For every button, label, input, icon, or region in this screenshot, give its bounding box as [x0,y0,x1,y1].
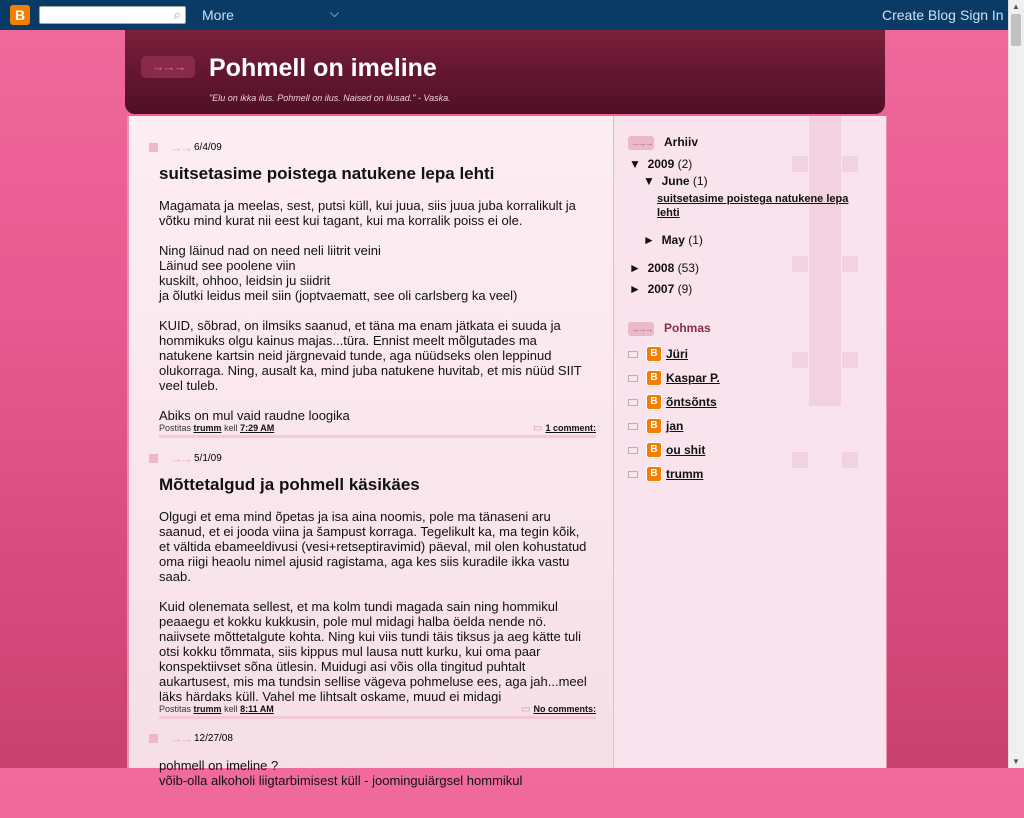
bullet-icon [628,351,638,358]
post-paragraph: KUID, sõbrad, on ilmsiks saanud, et täna ma enam jätkata ei suuda ja hommikuks olgu kainus majas...türa. Ennist meelt mõlgutades ma natukene kartsin neid järgnevaid tunde, aga nüüdseks olen leppinud olukorraga. Ning, ausalt ka, mind juba natukene huvitab, et mis nüüd SIIT veel tuleb. [159,318,582,393]
bloglist-heading: →→→ Pohmas [628,321,711,336]
archive-heading: →→→ Arhiiv [628,135,698,150]
scrollbar-thumb[interactable] [1011,14,1021,46]
comments-link[interactable]: 1 comment: [545,423,596,433]
scroll-up-icon[interactable]: ▲ [1012,2,1020,11]
date-arrow-icon: →→ [170,140,190,155]
sidebar-decoration [842,452,858,468]
archive-year-2007[interactable]: ► 2007 (9) [629,282,693,296]
bullet-icon [628,447,638,454]
bullet-icon [628,423,638,430]
at-label: kell [224,423,238,433]
post-footer [159,704,596,719]
date-text: 5/1/09 [194,453,222,465]
bullet-icon [628,399,638,406]
date-text: 6/4/09 [194,142,222,154]
post-author-link[interactable]: trumm [193,704,222,714]
at-label: kell [224,704,238,714]
blog-description: "Elu on ikka ilus. Pohmell on ilus. Naised on ilusad." - Vaska. [209,93,451,103]
bloglist-item[interactable]: B trumm [628,466,703,482]
post-author-link[interactable]: trumm [193,423,222,433]
date-arrow-icon: →→ [170,451,190,466]
posted-by-label: Postitas [159,423,192,433]
post-paragraph: Abiks on mul vaid raudne loogika [159,408,350,423]
archive-month-may[interactable]: ► May (1) [643,233,703,247]
post-body [159,743,591,818]
sidebar-decoration [792,256,808,272]
post-paragraph: Magamata ja meelas, sest, putsi küll, kui juua, siis juua juba korralikult ja võtku mind kurat nii eest kui tagant, kui ma korralik poiss ei ole. [159,198,576,228]
blogger-icon: B [646,370,662,386]
bloglist-item[interactable]: B Kaspar P. [628,370,720,386]
sidebar-decoration [792,352,808,368]
toggle-collapsed-icon[interactable]: ► [629,261,641,275]
sign-in-link[interactable]: Sign In [960,7,1004,23]
bloglist-item[interactable]: B õntsõnts [628,394,717,410]
scroll-down-icon[interactable]: ▼ [1012,757,1020,766]
create-blog-link[interactable]: Create Blog [882,7,956,23]
post-paragraph: Kuid olenemata sellest, et ma kolm tundi magada sain ning hommikul peaaegu et kokku kukkusin, pole mul midagi halba öelda nende nö. naiivsete mõttetalgute kohta. Ning kui viis tundi täis tiksus ja aeg kätte tuli otsi kokku tõmmata, siis kippus mul lausa nutt kurku, kui oma paar konspektiivset sõna ütlesin. Muidugi asi võis olla tingitud puhtalt aukartusest, mis ma tundsin sellise vägeva pohmeluse ees, aga jah...meel läks härdaks küll. Vahel me lihtsalt oskame, muud ei midagi [159,599,587,704]
sidebar-decoration [842,352,858,368]
archive-post-link[interactable]: suitsetasime poistega natukene lepa lehti [657,193,849,219]
post-body [159,198,591,438]
blogger-logo-icon[interactable]: B [10,5,30,25]
post-date [149,451,222,466]
post-date [149,140,222,155]
sidebar [613,116,886,768]
post-time-link[interactable]: 7:29 AM [240,423,275,433]
blogger-icon: B [646,346,662,362]
toggle-expanded-icon[interactable]: ▼ [629,157,641,171]
comments-link[interactable]: No comments: [533,704,596,714]
bullet-icon [628,375,638,382]
post-footer [159,423,596,438]
more-menu[interactable]: More [202,7,234,23]
toggle-expanded-icon[interactable]: ▼ [643,174,655,188]
blogger-icon: B [646,418,662,434]
post-title[interactable]: Mõttetalgud ja pohmell käsikäes [159,475,420,494]
blogger-icon: B [646,442,662,458]
archive-month-june[interactable]: ▼ June (1) [643,174,708,188]
comment-icon: ▭ [521,704,531,715]
date-bullet-icon [149,143,158,152]
main-column [129,116,613,788]
content-wrapper [127,116,887,788]
date-bullet-icon [149,734,158,743]
search-input[interactable] [39,6,186,24]
sidebar-decoration [792,452,808,468]
sidebar-decoration [842,256,858,272]
vertical-scrollbar[interactable] [1008,0,1024,768]
post-body [159,509,591,719]
blogger-navbar [0,0,1009,30]
bullet-icon [628,471,638,478]
posted-by-label: Postitas [159,704,192,714]
blog-header [125,30,885,114]
sidebar-decoration [792,156,808,172]
post-time-link[interactable]: 8:11 AM [240,704,274,714]
post-paragraph: pohmell on imeline ? võib-olla alkoholi liigtarbimisest küll - joominguiärgsel hommikul [159,758,523,788]
toggle-collapsed-icon[interactable]: ► [629,282,641,296]
date-arrow-icon: →→ [170,731,190,746]
search-icon[interactable]: ⌕ [173,7,181,22]
post-paragraph: Olgugi et ema mind õpetas ja isa aina noomis, pole ma tänaseni aru saanud, et ei jooda viina ja šampust korraga. Tegelikult ka, ma tegin kõik, et vältida ebameeldivusi (vesi+retseptiravimid) päeval, mil olen kohustatud oma riigi heaolu nimel ajusid ragistama, aga kes siis kuradile ikka vastu saab. [159,509,587,584]
date-text: 12/27/08 [194,733,233,745]
blog-title[interactable]: Pohmell on imeline [209,54,437,82]
post-paragraph: Ning läinud nad on need neli liitrit veini Läinud see poolene viin kuskilt, ohhoo, leidsin ju siidrit ja õlutki leidus meil siin (joptvaematt, see oli carlsberg ka veel) [159,243,518,303]
header-arrow-icon: →→→ [141,56,195,78]
bloglist-item[interactable]: B jan [628,418,683,434]
sidebar-decoration [809,116,841,406]
blogger-icon: B [646,466,662,482]
bloglist-item[interactable]: B Jüri [628,346,688,362]
widget-arrow-icon: →→→ [628,322,654,336]
sidebar-decoration [842,156,858,172]
toggle-collapsed-icon[interactable]: ► [643,233,655,247]
chevron-down-icon[interactable]: ⌵ [330,6,340,20]
archive-year-2008[interactable]: ► 2008 (53) [629,261,699,275]
bloglist-item[interactable]: B ou shit [628,442,705,458]
date-bullet-icon [149,454,158,463]
blogger-icon: B [646,394,662,410]
post-title[interactable]: suitsetasime poistega natukene lepa lehti [159,164,495,183]
archive-year-2009[interactable]: ▼ 2009 (2) [629,157,693,171]
comment-icon: ▭ [533,423,543,434]
widget-arrow-icon: →→→ [628,136,654,150]
